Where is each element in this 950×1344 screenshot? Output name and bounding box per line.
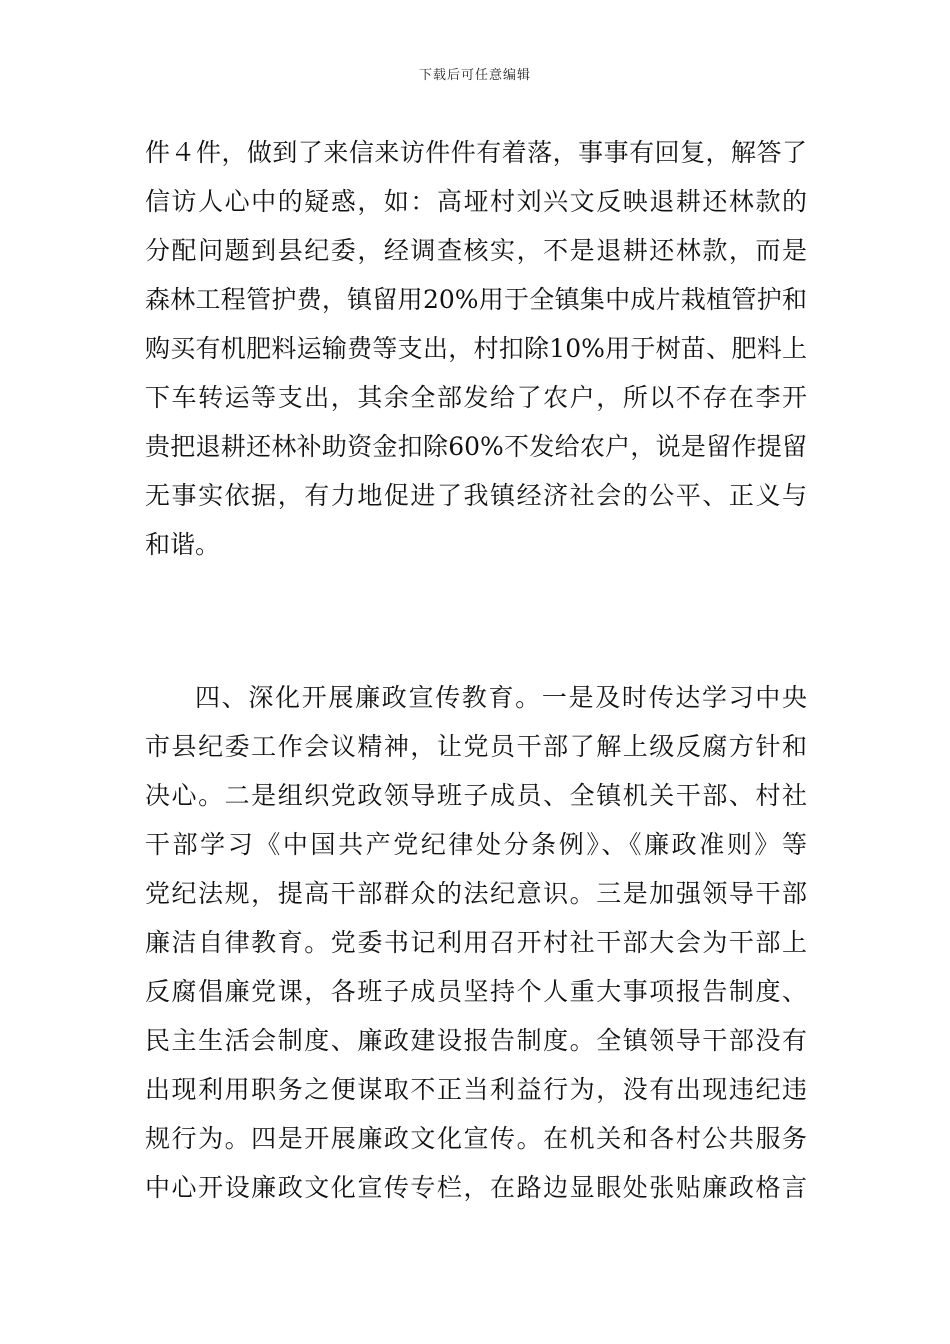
text-line: 干部学习《中国共产党纪律处分条例》、《廉政准则》等 [145, 830, 807, 859]
text-line: 规行为。四是开展廉政文化宣传。在机关和各村公共服务 [145, 1124, 807, 1153]
text-line: 市县纪委工作会议精神，让党员干部了解上级反腐方针和 [145, 732, 807, 761]
text-line: 件４件，做到了来信来访件件有着落，事事有回复，解答了 [145, 138, 807, 167]
paragraph-2 [145, 673, 807, 1212]
paragraph-1 [145, 128, 807, 569]
page-header: 下载后可任意编辑 [418, 68, 531, 83]
text-line: 下车转运等支出，其余全部发给了农户，所以不存在李开 [145, 383, 807, 412]
text-line: 贵把退耕还林补助资金扣除60%不发给农户，说是留作提留 [145, 432, 807, 461]
text-line: 分配问题到县纪委，经调查核实，不是退耕还林款，而是 [145, 236, 807, 265]
text-line: 中心开设廉政文化宣传专栏，在路边显眼处张贴廉政格言 [145, 1173, 807, 1202]
text-line: 廉洁自律教育。党委书记利用召开村社干部大会为干部上 [145, 928, 807, 957]
text-line: 森林工程管护费，镇留用20%用于全镇集中成片栽植管护和 [145, 285, 807, 314]
section-heading-line: 四、深化开展廉政宣传教育。一是及时传达学习中央 [195, 683, 807, 712]
text-line: 党纪法规，提高干部群众的法纪意识。三是加强领导干部 [145, 879, 807, 908]
text-line: 民主生活会制度、廉政建设报告制度。全镇领导干部没有 [145, 1026, 807, 1055]
text-line: 信访人心中的疑惑，如：高垭村刘兴文反映退耕还林款的 [145, 187, 807, 216]
text-line: 和谐。 [145, 530, 221, 559]
text-line: 反腐倡廉党课，各班子成员坚持个人重大事项报告制度、 [145, 977, 807, 1006]
text-line: 决心。二是组织党政领导班子成员、全镇机关干部、村社 [145, 781, 807, 810]
text-line: 购买有机肥料运输费等支出，村扣除10%用于树苗、肥料上 [145, 334, 807, 363]
text-line: 出现利用职务之便谋取不正当利益行为，没有出现违纪违 [145, 1075, 807, 1104]
text-line: 无事实依据，有力地促进了我镇经济社会的公平、正义与 [145, 481, 807, 510]
